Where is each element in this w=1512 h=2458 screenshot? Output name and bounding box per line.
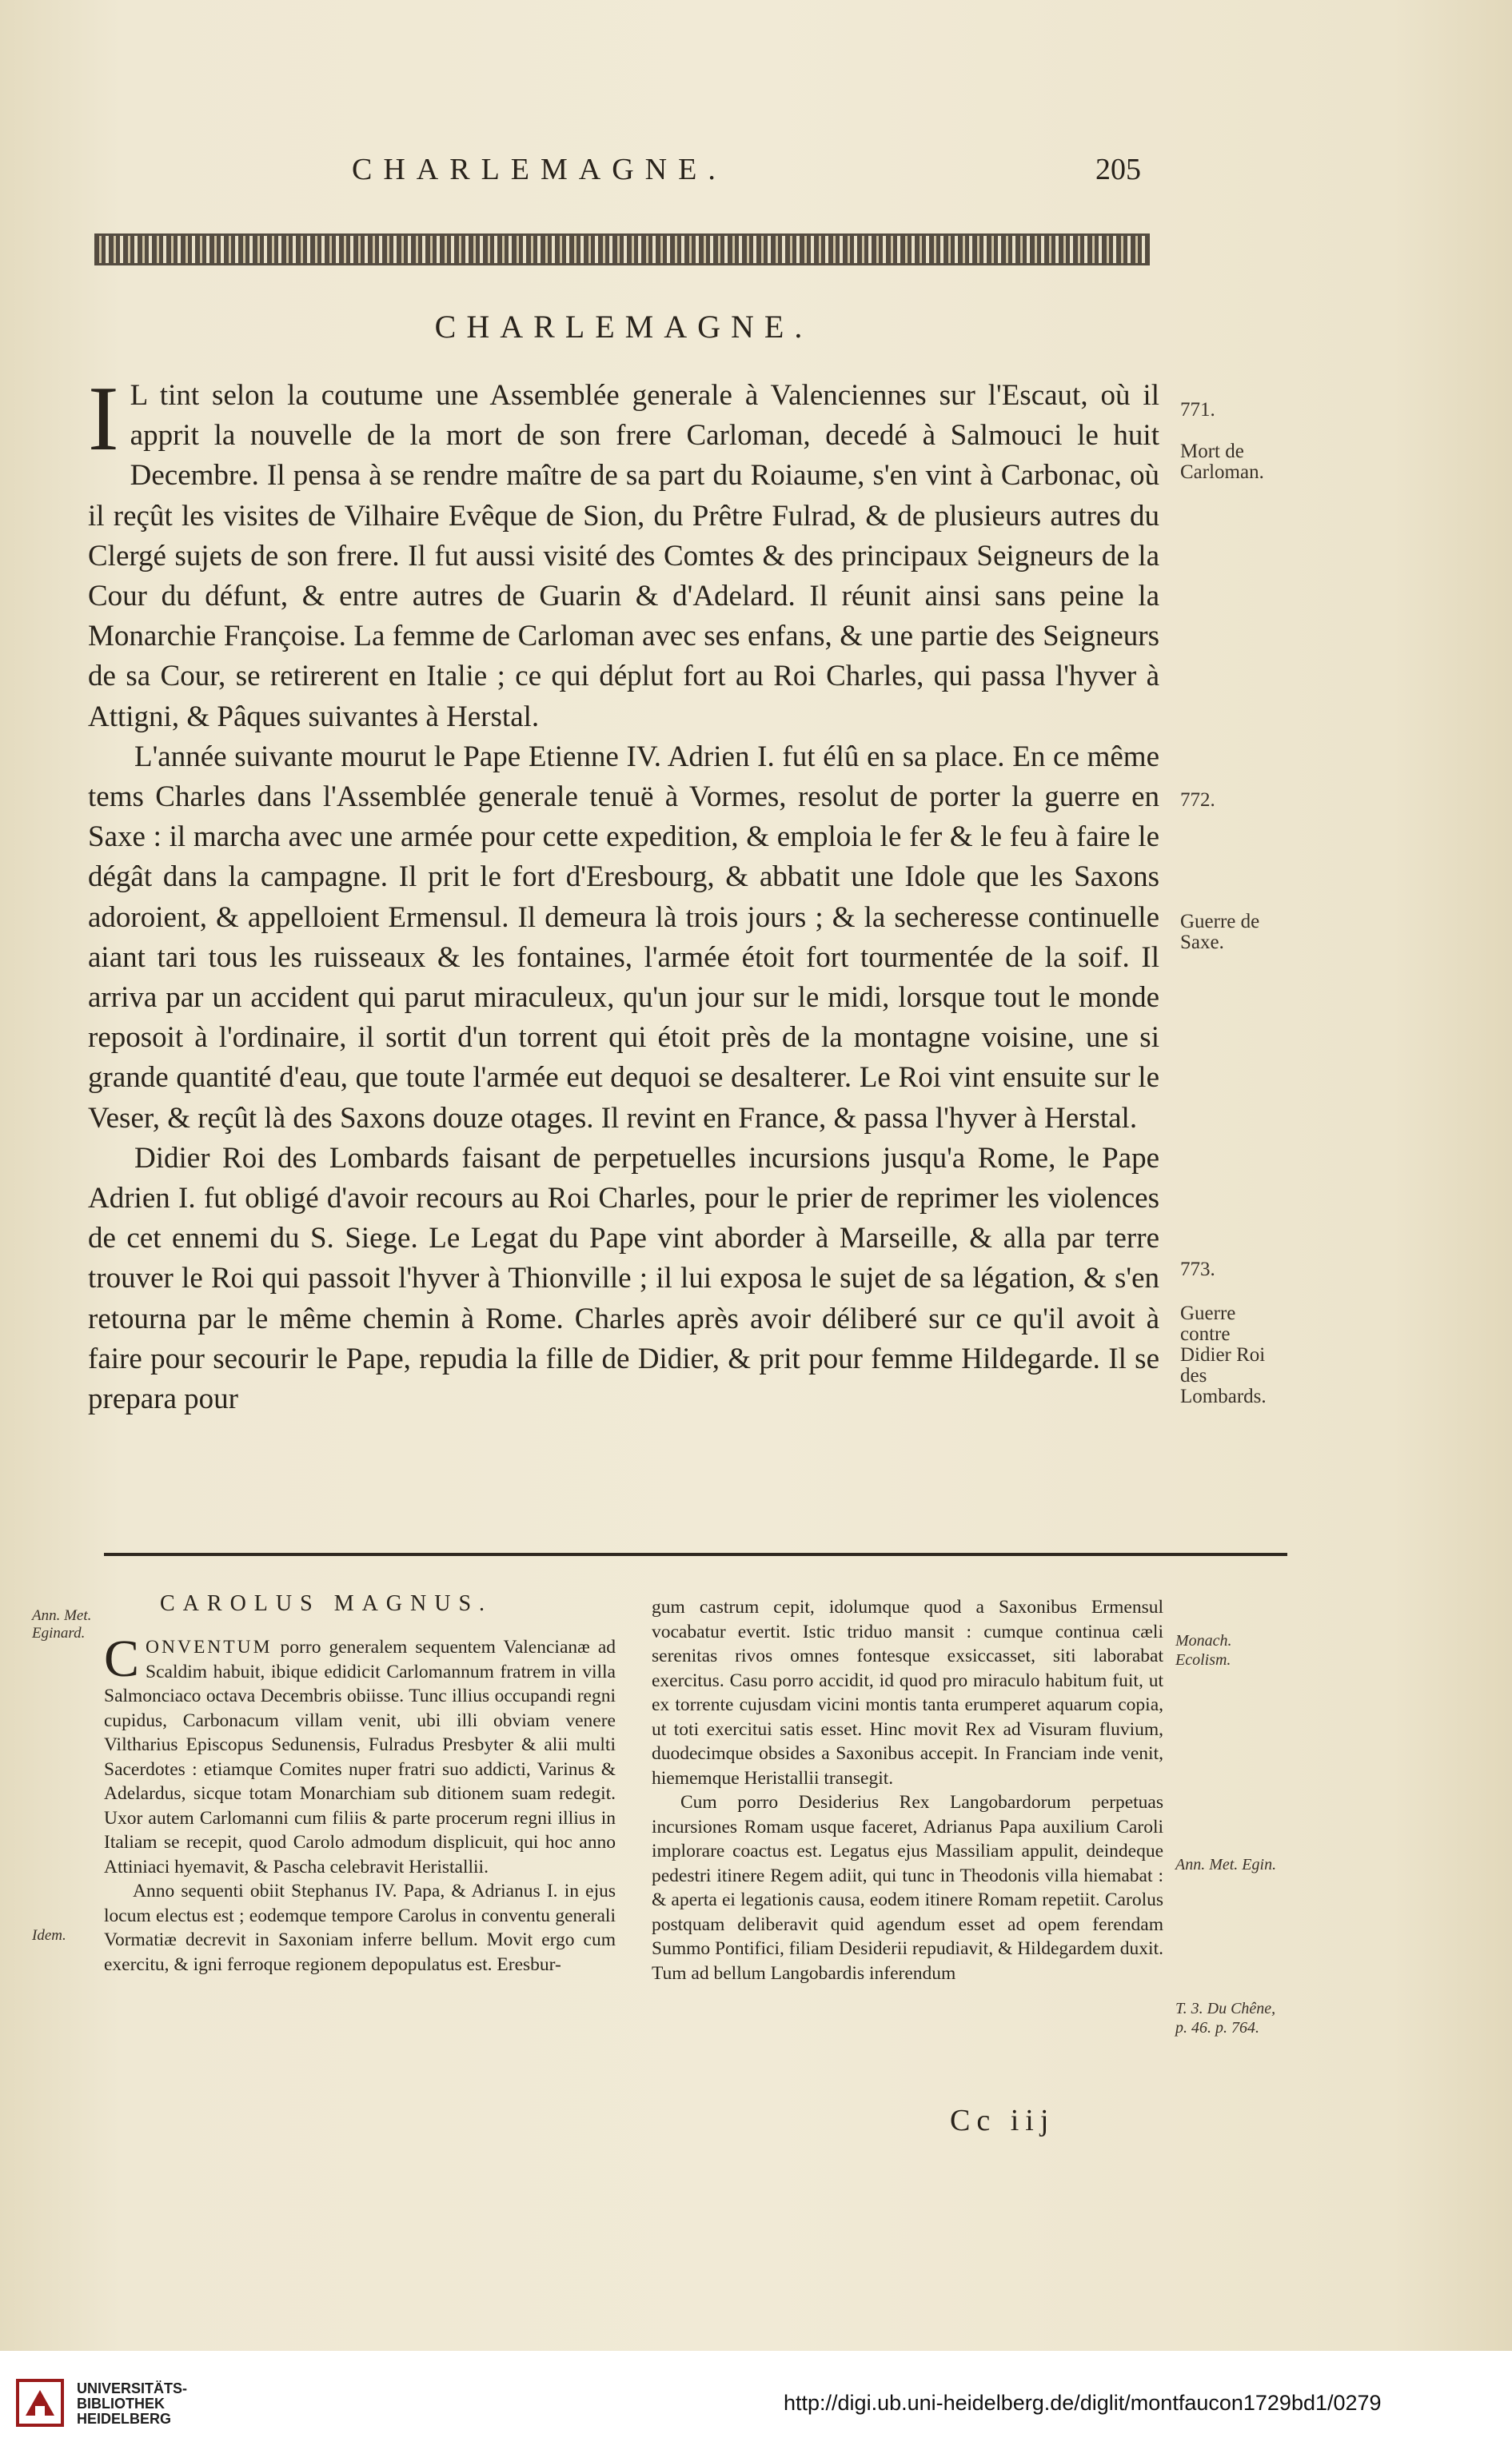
latin-right-paragraph-2: Cum porro Desiderius Rex Langobardorum perpetuas incursiones Romam usque faceret, Adrianus Papa auxilium Caroli implorare coactus est. Legatus ejus Massiliam appulit, deindeque pedestri itinere Regem adiit, qui tunc in Theodonis villa hiemabat : & aperta ei legationis causa, eodem itinere Romam repetiit. Carolus postquam deliberavit quid agendum esset ad opem ferendam Summo Pontifici, filiam Desiderii repudiavit, & Hildegardem duxit. Tum ad bellum Langobardis inferendum <box>652 1792 1163 1984</box>
latin-right-paragraph-1: gum castrum cepit, idolumque quod a Saxonibus Ermensul vocabatur evertit. Istic triduo mansit : cumque continua cæli serenitas rivos omnes fontesque exsiccasset, siti laborabat exercitus. Casu porro accidit, id quod pro miraculo habitum fuit, ut ex torrente cujusdam vicini montis tanta erumperet aquarum copia, ut toti exercitui satis esset. Hinc movit Rex ad Visuram fluvium, duodecimque obsides a Saxonibus accepit. In Franciam inde venit, hiememque Heristallii transegit. <box>652 1597 1163 1789</box>
running-title: CHARLEMAGNE. <box>352 153 727 186</box>
drop-capital: I <box>88 368 119 470</box>
latin-heading: CAROLUS MAGNUS. <box>160 1591 493 1616</box>
left-margin-ann-met: Ann. Met. Eginard. <box>32 1607 92 1642</box>
library-logo-icon <box>16 2379 64 2427</box>
left-margin-idem: Idem. <box>32 1927 66 1944</box>
latin-left-column <box>104 1630 616 1977</box>
margin-year-772: 772. <box>1180 789 1215 811</box>
signature-mark: Cc iij <box>950 2104 1055 2137</box>
margin-year-771: 771. <box>1180 399 1215 421</box>
french-paragraph-3: Didier Roi des Lombards faisant de perpetuelles incursions jusqu'a Rome, le Pape Adrien I. fut obligé d'avoir recours au Roi Charles, pour le prier de reprimer les violences de cet ennemi du S. Siege. Le Legat du Pape vint aborder à Marseille, & alla par terre trouver le Roi qui passoit l'hyver à Thionville ; il lui exposa le sujet de sa légation, & s'en retourna par le même chemin à Rome. Charles après avoir déliberé sur ce qu'il avoit à faire pour secourir le Pape, repudia la fille de Didier, & prit pour femme Hildegarde. Il se prepara pour <box>88 1141 1159 1416</box>
right-margin-monach: Monach. Ecolism. <box>1175 1632 1232 1669</box>
page-number: 205 <box>1095 153 1141 186</box>
latin-left-paragraph-1: CONVENTUM porro generalem sequentem Valencianæ ad Scaldim habuit, ibique edidicit Carlomannum fratrem in villa Salmonciaco octava Decembris obiisse. Tunc illius occupandi regni cupidus, Carbonacum villam venit, ubi illi obviam venere Viltharius Episcopus Sedunensis, Fulradus Presbyter & alii multi Sacerdotes : etiamque Comites nuper fratri suo addicti, Varinus & Adelardus, sicque totam Monarchiam sub ditionem suam redegit. Uxor autem Carlomanni cum filiis & parte procerum regni illius in Italiam se recepit, quod Carolo admodum displicuit, qui hoc anno Attiniaci hyemavit, & Pascha celebravit Heristallii. <box>104 1630 616 1877</box>
latin-right-column <box>652 1595 1163 1985</box>
margin-note-guerre-lombards: Guerre contre Didier Roi des Lombards. <box>1180 1303 1267 1407</box>
source-url-link[interactable]: http://digi.ub.uni-heidelberg.de/diglit/montfaucon1729bd1/0279 <box>784 2391 1382 2415</box>
margin-note-mort: Mort de Carloman. <box>1180 441 1264 483</box>
section-title: CHARLEMAGNE. <box>434 309 813 345</box>
french-paragraph-2: L'année suivante mourut le Pape Etienne IV. Adrien I. fut élû en sa place. En ce même tems Charles dans l'Assemblée generale tenuë à Vormes, resolut de porter la guerre en Saxe : il marcha avec une armée pour cette expedition, & emploia le fer & le feu à faire le dégât dans la campagne. Il prit le fort d'Eresbourg, & abbatit une Idole que les Saxons adoroient, & appelloient Ermensul. Il demeura là trois jours ; & la secheresse continuelle aiant tari tous les ruisseaux & les fontaines, l'armée étoit fort tourmentée de la soif. Il arriva par un accident qui parut miraculeux, qu'un jour sur le midi, lorsque tout le monde reposoit à l'ordinaire, il sortit d'un torrent qui étoit près de la montagne voisine, une si grande quantité d'eau, que toute l'armée eut dequoi se desalterer. Le Roi vint ensuite sur le Veser, & reçût là des Saxons douze otages. Il revint en France, & passa l'hyver à Herstal. <box>88 740 1159 1135</box>
margin-note-guerre-saxe: Guerre de Saxe. <box>1180 911 1260 953</box>
latin-left-paragraph-2: Anno sequenti obiit Stephanus IV. Papa, & Adrianus I. in ejus locum electus est ; eodemque tempore Carolus in conventu generali Vormatiæ decrevit in Saxoniam inferre bellum. Movit ergo cum exercitu, & igni ferroque regionem depopulatus est. Eresbur- <box>104 1881 616 1975</box>
right-margin-ann-met-egin: Ann. Met. Egin. <box>1175 1856 1277 1873</box>
french-paragraph-1: I L tint selon la coutume une Assemblée generale à Valenciennes sur l'Escaut, où il apprit la nouvelle de la mort de son frere Carloman, decedé à Salmouci le huit Decembre. Il pensa à se rendre maître de sa part du Roiaume, s'en vint à Carbonac, où il reçût les visites de Vilhaire Evêque de Sion, du Prêtre Fulrad, & de plusieurs autres du Clergé sujets de son frere. Il fut aussi visité des Comtes & des principaux Seigneurs de la Cour du défunt, & entre autres de Guarin & d'Adelard. Il réunit ainsi sans peine la Monarchie Françoise. La femme de Carloman avec ses enfans, & une partie des Seigneurs de sa Cour, se retirerent en Italie ; ce qui déplut fort au Roi Charles, qui passa l'hyver à Attigni, & Pâques suivantes à Herstal. <box>88 368 1159 733</box>
library-name: UNIVERSITÄTS- BIBLIOTHEK HEIDELBERG <box>77 2380 188 2427</box>
margin-year-773: 773. <box>1180 1259 1215 1280</box>
ornamental-band <box>94 233 1150 265</box>
latin-drop-capital: C <box>104 1630 140 1688</box>
right-margin-duchesne: T. 3. Du Chêne, p. 46. p. 764. <box>1175 2000 1276 2037</box>
section-rule <box>104 1553 1287 1556</box>
french-text-block <box>88 368 1159 1419</box>
